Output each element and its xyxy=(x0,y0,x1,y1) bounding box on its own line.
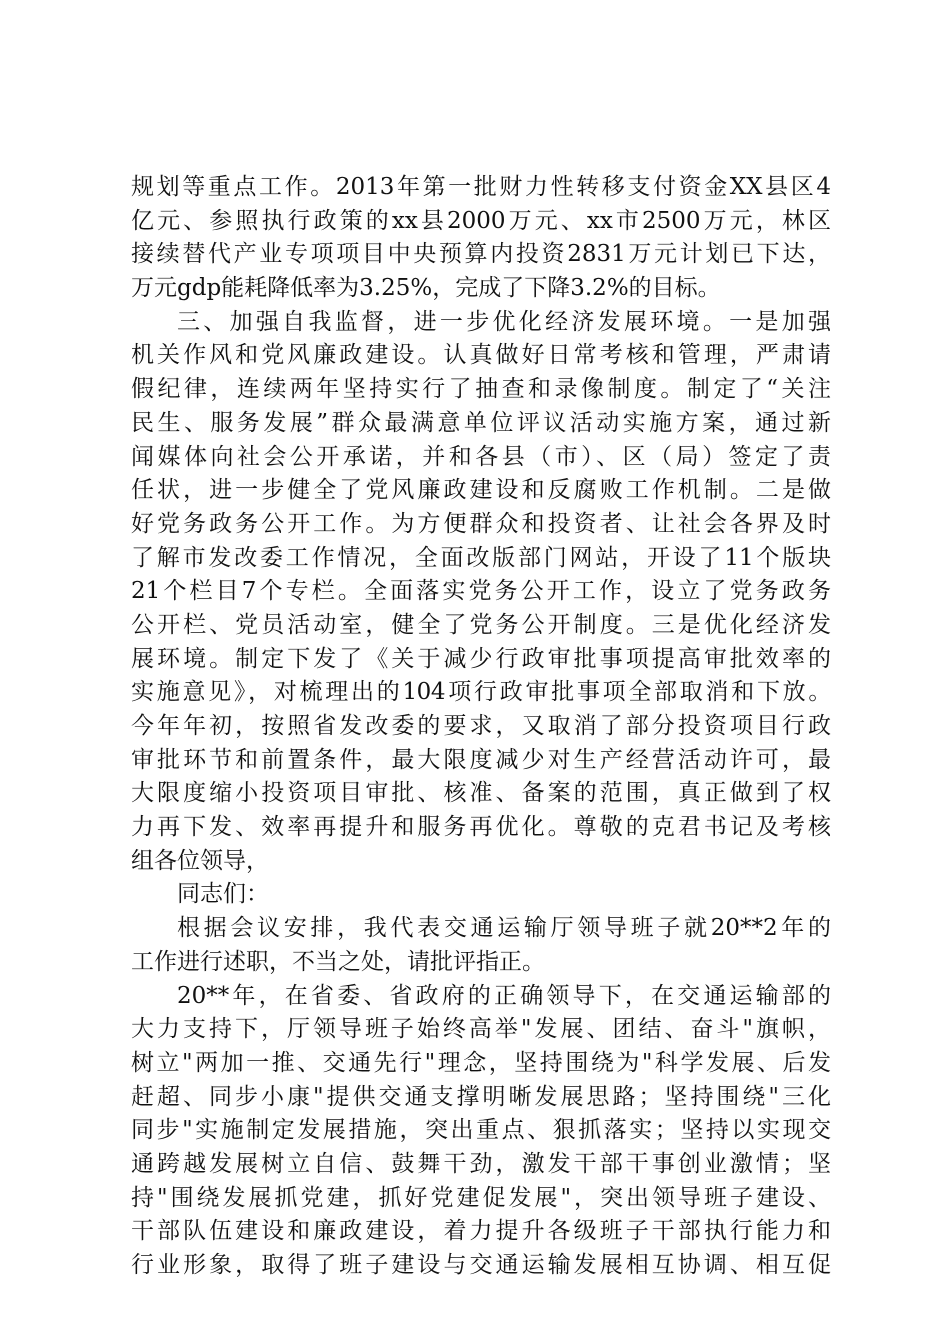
text-line: 今年年初，按照省发改委的要求，又取消了部分投资项目行政 xyxy=(131,713,831,739)
text-line: 行业形象，取得了班子建设与交通运输发展相互协调、相互促 xyxy=(131,1252,831,1278)
document-body-text xyxy=(131,171,831,1283)
text-line: 持"围绕发展抓党建，抓好党建促发展"，突出领导班子建设、 xyxy=(131,1184,831,1211)
text-line: 21个栏目7个专栏。全面落实党务公开工作，设立了党务政务 xyxy=(131,578,831,605)
text-line: 三、加强自我监督，进一步优化经济发展环境。一是加强 xyxy=(177,308,831,335)
text-line: 规划等重点工作。2013年第一批财力性转移支付资金XX县区4 xyxy=(131,174,831,200)
text-line: 了解市发改委工作情况，全面改版部门网站，开设了11个版块 xyxy=(131,544,831,571)
text-line: 组各位领导， xyxy=(131,847,269,874)
text-line: 实施意见》，对梳理出的104项行政审批事项全部取消和下放。 xyxy=(131,679,831,706)
text-line: 同步"实施制定发展措施，突出重点、狠抓落实；坚持以实现交 xyxy=(131,1117,831,1144)
text-line: 机关作风和党风廉政建设。认真做好日常考核和管理，严肃请 xyxy=(131,342,831,369)
text-line: 公开栏、党员活动室，健全了党务公开制度。三是优化经济发 xyxy=(131,611,831,638)
text-line: 同志们： xyxy=(177,881,269,908)
text-line: 亿元、参照执行政策的xx县2000万元、xx市2500万元，林区 xyxy=(131,207,831,234)
text-line: 好党务政务公开工作。为方便群众和投资者、让社会各界及时 xyxy=(131,510,831,537)
text-line: 任状，进一步健全了党风廉政建设和反腐败工作机制。二是做 xyxy=(131,477,831,504)
text-line: 接续替代产业专项项目中央预算内投资2831万元计划已下达， xyxy=(131,241,831,268)
text-line: 大力支持下，厅领导班子始终高举"发展、团结、奋斗"旗帜， xyxy=(131,1016,831,1043)
text-line: 干部队伍建设和廉政建设，着力提升各级班子干部执行能力和 xyxy=(131,1218,831,1245)
text-line: 民生、服务发展”群众最满意单位评议活动实施方案，通过新 xyxy=(131,409,831,436)
text-line: 大限度缩小投资项目审批、核准、备案的范围，真正做到了权 xyxy=(131,780,831,807)
text-line: 工作进行述职，不当之处，请批评指正。 xyxy=(131,948,545,975)
text-line: 展环境。制定下发了《关于减少行政审批事项提高审批效率的 xyxy=(131,645,831,672)
text-line: 赶超、同步小康"提供交通支撑明晰发展思路；坚持围绕"三化 xyxy=(131,1083,831,1110)
text-line: 闻媒体向社会公开承诺，并和各县（市）、区（局）签定了责 xyxy=(131,443,831,470)
text-line: 根据会议安排，我代表交通运输厅领导班子就20**2年的 xyxy=(177,915,831,942)
text-line: 通跨越发展树立自信、鼓舞干劲，激发干部干事创业激情；坚 xyxy=(131,1150,831,1177)
text-line: 树立"两加一推、交通先行"理念，坚持围绕为"科学发展、后发 xyxy=(131,1049,831,1076)
text-line: 20**年，在省委、省政府的正确领导下，在交通运输部的 xyxy=(177,982,831,1009)
text-line: 审批环节和前置条件，最大限度减少对生产经营活动许可，最 xyxy=(131,746,831,773)
text-line: 力再下发、效率再提升和服务再优化。尊敬的克君书记及考核 xyxy=(131,814,831,841)
text-line: 万元gdp能耗降低率为3.25%，完成了下降3.2%的目标。 xyxy=(131,275,721,302)
text-line: 假纪律，连续两年坚持实行了抽查和录像制度。制定了“关注 xyxy=(131,376,831,403)
